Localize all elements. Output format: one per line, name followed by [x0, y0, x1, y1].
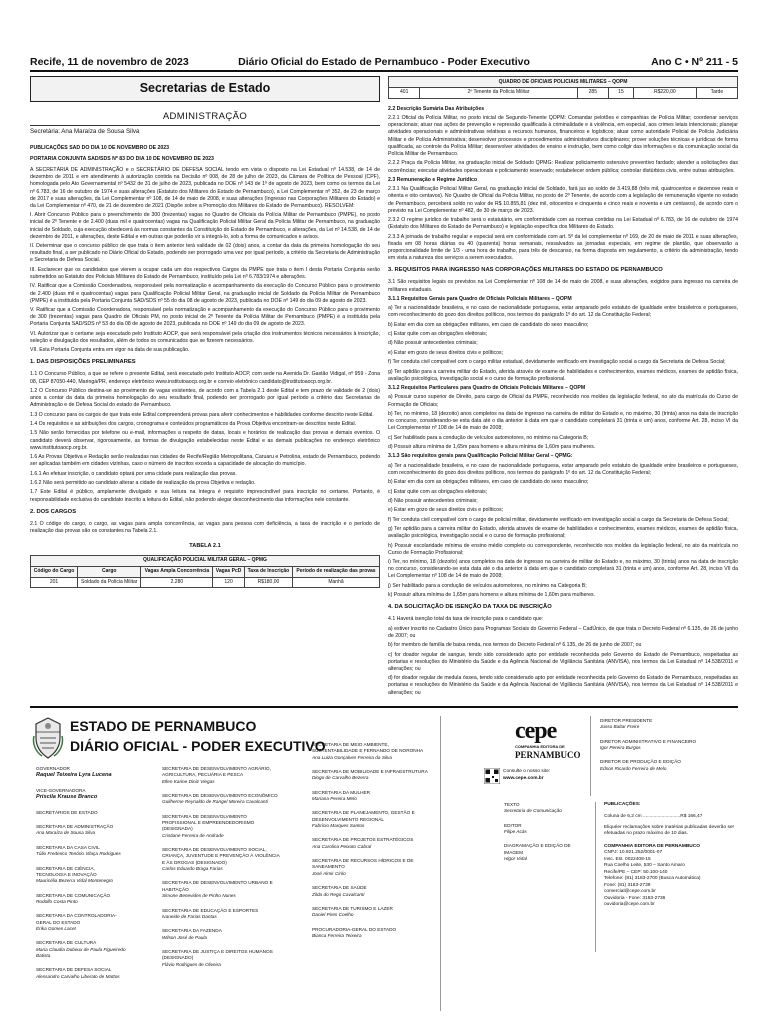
publications-title: PUBLICAÇÕES: — [604, 802, 641, 807]
official-name: Wilson José de Paula — [162, 934, 208, 940]
staff-name: Secretaria de Comunicação — [504, 808, 562, 814]
official-name: Flávio Rodrigues de Oliveira — [162, 961, 221, 967]
list-item: c) Estar quite com as obrigações eleitorais; — [388, 331, 488, 338]
table-cell: R$180,00 — [244, 577, 292, 588]
table-header: Vagas Ampla Concorrência — [141, 566, 213, 577]
footer-divider — [590, 716, 591, 796]
list-item: d) for doador regular de medula óssea, tendo sido considerado apto por entidade reconhecida pelo Governo do Estado de Pernambuco, respeitadas as portarias e resoluções do Ministério da Saúde e da Agência Nacional de Vigilância Sanitária (ANVISA), nos termos da Lei Estadual nº 14.538/2011 e alterações; ou — [388, 675, 738, 696]
subsection-heading: 3.1.2 Requisitos Particulares para Quadro de Oficiais Policiais Militares – QOPM — [388, 385, 586, 392]
staff-name: Higor Vidal — [504, 856, 527, 862]
cepe-wordmark: cepe — [515, 718, 557, 744]
table-cell: Tarde — [696, 87, 737, 98]
official-role: SECRETARIA DE DESENVOLVIMENTO PROFISSIONAL E EMPREENDEDORISMO (DESIGNADA) — [162, 813, 255, 832]
official-name: Bianca Ferreira Teixeira — [312, 932, 362, 938]
official-role: SECRETARIA DE CULTURA — [36, 940, 97, 946]
company-line: Rua Coelho Leite, 530 – Santo Amaro — [604, 863, 685, 869]
clause: 1.6 As Provas Objetiva e Redação serão realizadas nas cidades de Recife/Região Metropolitana, Caruaru e Petrolina, estado de Pernambuco, podendo ser aplicadas também em cidades vizinhas, caso o número de inscritos exceda a capacidade de alocação do município. — [30, 454, 380, 468]
official-role: SECRETARIA DE TURISMO E LAZER — [312, 905, 393, 911]
admin-rule — [30, 125, 380, 126]
list-item: k) Possuir altura mínima de 1,65m para homens e altura mínima de 1,60m para mulheres. — [388, 592, 596, 599]
official-role: SECRETARIA DE EDUCAÇÃO E ESPORTES — [162, 907, 259, 913]
table-caption: TABELA 2.1 — [189, 543, 221, 549]
official-name: Cristiane Ferreira de Andrade — [162, 832, 224, 838]
list-item: b) Ter, no mínimo, 18 (dezoito) anos completos na data de ingresso na carreira de militar do Estado e, no máximo, 30 (trinta) anos na data de inscrição no concurso, considerando-se esta data até o dia anterior à data em que o candidato completará 31 (trinta e um) anos, conforme Art. 28, inciso VI da Lei Complementar nº 108 de 14 de maio de 2008; — [388, 410, 738, 432]
company-title: COMPANHIA EDITORA DE PERNAMBUCO — [604, 843, 700, 849]
resolve-item: II. Determinar que o concurso público de que trata o item anterior terá validade de 02 (dois) anos, a contar da data da primeira homologação do seu resultado final, a ser publicado no Diário Oficial do Estado, podendo ser prorrogado uma vez por igual período, a critério da Secretaria de Administração e Secretaria de Defesa Social. — [30, 243, 380, 264]
official-name: Rodolfo Costa Pinto — [36, 898, 78, 904]
officials-column-1 — [36, 766, 126, 988]
company-line: Fone: (81) 3183-2739 — [604, 882, 651, 888]
table-title: QUADRO DE OFICIAIS POLICIAIS MILITARES – QOPM — [389, 77, 738, 88]
list-item: d) Não possuir antecedentes criminais; — [388, 498, 478, 504]
official-name: Zilda do Rego Cavalcanti — [312, 891, 365, 897]
staff-role: DIAGRAMAÇÃO E EDIÇÃO DE IMAGEM — [504, 843, 571, 855]
qr-code-icon — [484, 768, 500, 784]
subsection-heading: 2.3 Remuneração e Regime Jurídico — [388, 176, 478, 183]
official-role: SECRETARIA DE MOBILIDADE E INFRAESTRUTURA — [312, 769, 428, 775]
table-cell: 2º Tenente da Polícia Militar — [420, 87, 577, 98]
list-item: a) Ter a nacionalidade brasileira, e no caso de nacionalidade portuguesa, estar amparado pelo estatuto de igualdade entre brasileiros e portugueses, com reconhecimento do gozo dos direitos políticos, nos termos do parágrafo 1º do art. 12 da Constituição Federal; — [388, 462, 738, 476]
clause: 2.3.1 Na Qualificação Policial Militar Geral, na graduação inicial de Soldado, fará jus ao soldo de 3.419,88 (três mil, quatrocentos e dezenove reais e oitenta e oito centavos). No Quadro de Oficial da Polícia Militar, no posto de 2º Tenente, de acordo com a legislação de remuneração vigente no estado de Pernambuco, perceberá soldo no valor de R$ 10.855,81 (dez mil, oitocentos e cinquenta e cinco reais e noventa e um centavos), de acordo com o previsto na Lei Complementar nº 482, de 30 de março de 2023. — [388, 186, 738, 214]
official-name: Ellen Karine Diniz Viegas — [162, 778, 215, 784]
clause: 1.1 O Concurso Público, a que se refere o presente Edital, será executado pelo Instituto AOCP, com sede na Avenida Dr. Gastão Vidigal, nº 959 - Zona 08, CEP 87050-440, Maringá/PR, endereço eletrônico www.institutoaocp.org.br e correio eletrônico candidato@institutoaocp.org.br. — [30, 371, 380, 385]
clause: 1.3 O concurso para os cargos de que trata este Edital compreenderá provas para aferir conhecimentos e habilidades conforme descrito neste Edital. — [30, 411, 374, 418]
official-role: SECRETARIA DE COMUNICAÇÃO — [36, 892, 111, 898]
clause: 1.7 Este Edital é público, amplamente divulgado e sua leitura na íntegra é requisito imprescindível para inscrição no certame. Portanto, é responsabilidade exclusiva do candidato inscrito a leitura do Edital, não podendo alegar desconhecimento das informações nele constante. — [30, 489, 380, 503]
list-item: i) Ter, no mínimo, 18 (dezoito) anos completos na data de ingresso na carreira de militar do Estado e, no máximo, 30 (trinta) anos na data de inscrição no concurso, considerando-se esta data até o dia anterior à data em que o candidato completará 31 (trinta e um) anos, conforme Art. 28, inciso VII da Lei Complementar nº 108 de 14 de maio de 2008; — [388, 559, 738, 580]
running-head — [30, 52, 738, 68]
official-role: SECRETARIA DE PROJETOS ESTRATÉGICOS — [312, 837, 414, 843]
official-name: Simone Benevides de Pinho Nunes — [162, 893, 236, 899]
section-4-heading: 4. DA SOLICITAÇÃO DE ISENÇÃO DA TAXA DE INSCRIÇÃO — [388, 604, 552, 611]
issue-number: Ano C • Nº 211 - 5 — [651, 56, 738, 68]
list-item: b) Estar em dia com as obrigações militares, em caso de candidato do sexo masculino; — [388, 321, 589, 328]
official-role: SECRETARIA DE DESENVOLVIMENTO URBANO E HABITAÇÃO — [162, 880, 273, 892]
section-title: Secretarias de Estado — [30, 76, 380, 102]
resolve-item: I. Abrir Concurso Público para o preenchimento de 300 (trezentas) vagas no Quadro de Oficiais da Polícia Militar de Pernambuco (PMPE), no posto inicial de 2º Tenente e de 2.400 (duas mil e quatrocentas) vagas na Qualificação Policial Militar Geral da Polícia Militar de Pernambuco, na graduação inicial de Soldado, cuja execução obedecerá às normas constantes da Constituição do Estado de Pernambuco, e alterações, da Lei nº 14.538, de 14 de dezembro de 2011, e alterações, deste Edital e em outras que poderão vir a integrá-lo, sob a forma de comunicados e avisos. — [30, 212, 380, 240]
official-role: SECRETARIA DE DESENVOLVIMENTO ECONÔMICO — [162, 793, 278, 799]
table-row — [389, 87, 738, 98]
secretaria-line: Secretária: Ana Maraíza de Sousa Silva — [30, 128, 140, 136]
official-role: SECRETARIA DE JUSTIÇA E DIREITOS HUMANOS (DESIGNADO) — [162, 948, 273, 961]
official-name: Diogo de Carvalho Bezerra — [312, 775, 369, 781]
list-item: b) Estar em dia com as obrigações militares, em caso de candidato do sexo masculino; — [388, 479, 589, 486]
list-item: h) Possuir escolaridade mínima de ensino médio completo ou correspondente, reconhecido nos moldes da legislação federal, no ato da matrícula no Curso de Formação Profissional; — [388, 542, 738, 556]
official-role: GOVERNADOR — [36, 766, 70, 771]
official-name: Ivaneide de Farias Dantas — [162, 913, 217, 919]
list-item: d) Não possuir antecedentes criminais; — [388, 340, 478, 347]
list-item: e) Estar em gozo de seus direitos civis e políticos; — [388, 349, 504, 356]
staff-name: Filipe Acás — [504, 829, 527, 835]
official-name: Raquel Teixeira Lyra Lucena — [36, 772, 112, 779]
company-line: Telefone: (81) 3183-2700 (Busca Automática) — [604, 876, 701, 882]
official-role: SECRETARIA DE CIÊNCIA, TECNOLOGIA E INOVAÇÃO — [36, 865, 97, 877]
table-header: Período de realização das provas — [293, 566, 380, 577]
official-role: SECRETARIA DE PLANEJAMENTO, GESTÃO E DESENVOLVIMENTO REGIONAL — [312, 810, 415, 822]
masthead-gazette: DIÁRIO OFICIAL - PODER EXECUTIVO — [70, 738, 326, 754]
list-item: c) for doador regular de sangue, tendo sido considerado apto por entidade reconhecida pelo Governo do Estado de Pernambuco, respeitadas as portarias e resoluções do Ministério da Saúde e da Agência Nacional de Vigilância Sanitária (ANVISA), nos termos da Lei Estadual nº 14.538/2011 e alterações; ou — [388, 651, 738, 672]
section-1-heading: 1. DAS DISPOSIÇÕES PRELIMINARES — [30, 359, 136, 366]
company-line: Ouvidoria - Fone: 3183-2736 — [604, 895, 666, 901]
table-cell: Manhã — [293, 577, 380, 588]
admin-title: ADMINISTRAÇÃO — [162, 111, 248, 122]
official-name: Daniel Pires Coelho — [312, 912, 354, 918]
official-role: SECRETARIA DE DEFESA SOCIAL — [36, 967, 112, 973]
company-line: Insc. Est. 0022408-15 — [604, 856, 651, 862]
clause: 2.1 O código do cargo, o cargo, as vagas para ampla concorrência, as vagas para pessoa com deficiência, a taxa de inscrição e o período de realização das provas são os constantes na Tabela 2.1. — [30, 520, 380, 534]
subsection-heading: 3.1.1 Requisitos Gerais para Quadro de Oficiais Policiais Militares – QOPM — [388, 295, 572, 302]
official-role: SECRETARIA DE SAÚDE — [312, 885, 367, 891]
footer-rule — [30, 706, 738, 708]
clause: 2.2.2 Praça da Polícia Militar, na graduação inicial de Soldado QPMG: Realizar policiamento ostensivo preventivo fardado; atender a solicitações das ocorrências; executar atividades operacionais e policiamento reservado; restabelecer ordem pública; controlar distúrbios civis, entre outras atribuições. — [388, 160, 738, 174]
official-role: SECRETARIA DE RECURSOS HÍDRICOS E DE SANEAMENTO — [312, 858, 414, 870]
official-role: SECRETARIA DE ADMINISTRAÇÃO — [36, 824, 114, 830]
table-header: Código do Cargo — [31, 566, 78, 577]
official-name: Fabrício Marques Santos — [312, 823, 365, 829]
list-item: e) Estar em gozo de seus direitos civis e políticos; — [388, 507, 504, 514]
resolve-item: VI. Autorizar que o certame seja executado pelo Instituto AOCP, que será responsável pela criação dos instrumentos técnicos necessários à inscrição, seleção e divulgação dos resultados, além de todos os comunicados que se fizerem necessários. — [30, 330, 380, 344]
list-item: j) Ser habilitado para a condução de veículos automotores, no mínimo na Categoria B; — [388, 582, 587, 589]
official-role: SECRETARIA DA CASA CIVIL — [36, 844, 100, 850]
official-role: PROCURADORIA-GERAL DO ESTADO — [312, 926, 397, 932]
company-line: Recife/PE – CEP: 50.100-140 — [604, 869, 668, 875]
director-name: Edson Ricardo Ferreira de Melo — [600, 765, 667, 771]
official-name: Mauricélia Bezerra Vidal Montenegro — [36, 878, 114, 884]
table-cell: 120 — [213, 577, 245, 588]
table-title: QUALIFICAÇÃO POLICIAL MILITAR GERAL – QPMG — [31, 555, 380, 566]
officials-column-3 — [312, 742, 430, 947]
subsection-heading: 3.1.3 São requisitos gerais para Qualificação Policial Militar Geral – QPMG: — [388, 453, 573, 460]
table-row — [31, 577, 380, 588]
clause: 3.1 São requisitos legais os previstos na Lei Complementar nº 108 de 14 de maio de 2008, e suas alterações, exigidos para ingresso na carreira de militares estaduais. — [388, 279, 738, 293]
footer-divider — [440, 716, 441, 1011]
official-role: SECRETARIA DE DESENVOLVIMENTO AGRÁRIO, AGRICULTURA, PECUÁRIA E PESCA — [162, 766, 271, 778]
qpmg-table — [30, 555, 380, 589]
table-cell: 2.280 — [141, 577, 213, 588]
resolve-item: V. Ratificar que a Comissão Coordenadora, responsável pela normatização e acompanhamento da execução do Concurso Público para o provimento de 300 (trezentas) vagas para Quadro de Oficiais PM, no posto inicial de 2º Tenente da Polícia Militar de Pernambuco (PMPE) é a instituída pela Portaria Conjunta SAD/SDS nº 53 do dia 08 de agosto de 2023, publicada no DOE nº 149 do dia 09 de agosto de 2023. — [30, 307, 380, 328]
complaints-line: Eliquéer reclamações sobre matérias publicadas deverão ser efetuadas no prazo máximo de 10 dias. — [604, 824, 735, 837]
publications-heading: PUBLICAÇÕES SAD DO DIA 10 DE NOVEMBRO DE 2023 — [30, 144, 170, 151]
subsection-heading: 2.2 Descrição Sumária Das Atribuições — [388, 105, 485, 112]
official-name: Ana Carolina Peixoto Cabral — [312, 843, 372, 849]
portaria-intro: A SECRETÁRIA DE ADMINISTRAÇÃO e o SECRETÁRIO DE DEFESA SOCIAL tendo em vista o disposto na Lei Estadual nº 14.538, de 14 de dezembro de 2011 e em atendimento à autorização contida na Decisão nº 008, de 28 de julho de 2023, da Câmara de Política de Pessoal (CPF), homologada pelo Ato Governamental nº 5432 de 31 de julho de 2023, publicada no DOE nº 143 de 1º de agosto de 2023, bem como os termos da Lei nº 6.783, de 16 de outubro de 1974 e suas alterações (Estatuto dos Militares do Estado de Pernambuco), a Lei Complementar nº 352, de 23 de março de 2017 e suas alterações, da Lei Complementar nº 108, de 14 de maio de 2008, e suas alterações (Ingresso nas Corporações Militares do Estado) e da Lei Complementar nº 470, de 21 de dezembro de 2021 (Dispõe sobre a Promoção dos Militares do Estado de Pernambuco). RESOLVEM: — [30, 167, 380, 209]
table-cell: 285 — [577, 87, 608, 98]
site-link[interactable]: www.cepe.com.br — [503, 776, 544, 782]
editorial-staff — [504, 802, 584, 870]
issue-date: Recife, 11 de novembro de 2023 — [30, 56, 189, 68]
list-item: f) Ter conduta civil compatível com o cargo militar estadual, devidamente verificado em investigação social a cargo da Secretaria de Defesa Social; — [388, 359, 726, 366]
table-header: Taxa de Inscrição — [244, 566, 292, 577]
clause: 1.6.1 Ao efetuar inscrição, o candidato optará por uma cidade para realização das provas. — [30, 470, 237, 477]
clause: 4.1 Haverá isenção total da taxa de inscrição para o candidato que: — [388, 616, 544, 623]
ombudsman-email[interactable]: ouvidoria@cepe.com.br — [604, 902, 655, 908]
list-item: a) Possuir curso superior de Direito, para cargo de Oficial da PMPE, reconhecido nos moldes da legislação federal, no ato da matrícula do Curso de Formação de Oficiais; — [388, 394, 738, 408]
official-role: SECRETARIA DA CONTROLADORIA-GERAL DO ESTADO — [36, 913, 117, 925]
list-item: c) Estar quite com as obrigações eleitorais; — [388, 488, 488, 495]
left-column — [30, 76, 380, 588]
staff-role: EDITOR — [504, 822, 522, 828]
list-item: c) Ser habilitado para a condução de veículos automotores, no mínimo na Categoria B; — [388, 434, 589, 441]
official-name: Túlio Frederico Tenório Vilaça Rodrigues — [36, 851, 121, 857]
right-column — [388, 76, 738, 699]
official-name: Alessandro Carvalho Liberato de Mattos — [36, 973, 120, 979]
official-role: SECRETARIA DA FAZENDA — [162, 928, 222, 934]
official-name: Ana Luiza Gonçalves Ferreira da Silva — [312, 754, 392, 760]
price-line: Coluna de 6,2 cm ............................R$ 166,47 — [604, 814, 703, 820]
list-item: a) estiver inscrito no Cadastro Único para Programas Sociais do Governo Federal – CadÚnico, de que trata o Decreto Federal nº 6.135, de 26 de junho de 2007; ou — [388, 625, 738, 639]
official-name: Carlos Eduardo Braga Farias — [162, 866, 223, 872]
list-item: g) Ter aptidão para a carreira militar do Estado, aferida através de exame de habilidades e conhecimentos, exames médicos, exames de aptidão física, avaliação psicológica, investigação social e o curso de formação profissional; — [388, 526, 738, 540]
director-name: Jusso Baltar Freire — [600, 724, 640, 730]
section-2-heading: 2. DOS CARGOS — [30, 508, 77, 515]
table-cell: 201 — [31, 577, 78, 588]
table-cell: R$220,00 — [633, 87, 696, 98]
cepe-subtitle: COMPANHIA EDITORA DE — [515, 744, 565, 749]
gazette-name: Diário Oficial do Estado de Pernambuco - Poder Executivo — [238, 56, 530, 68]
staff-role: TEXTO — [504, 802, 520, 807]
director-role: DIRETOR DE PRODUÇÃO E EDIÇÃO — [600, 759, 681, 765]
state-crest-icon — [32, 716, 64, 760]
qopm-table — [388, 76, 738, 99]
officials-column-2 — [162, 766, 282, 976]
portaria-heading: PORTARIA CONJUNTA SAD/SDS Nº 83 DO DIA 10 DE NOVEMBRO DE 2023 — [30, 155, 214, 162]
official-role: SECRETARIA DA MULHER — [312, 789, 370, 795]
official-name: Maria Claudia Dubeux de Paula Figueiredo Batista — [36, 946, 126, 958]
table-cell: Soldado da Polícia Militar — [78, 577, 141, 588]
official-name: Ana Maraíza de Sousa Silva — [36, 830, 96, 836]
masthead-state: ESTADO DE PERNAMBUCO — [70, 718, 257, 734]
masthead-footer — [0, 706, 768, 1024]
table-header: Cargo — [78, 566, 141, 577]
table-header: Vagas PcD — [213, 566, 245, 577]
clause: 2.3.2 O regime jurídico de trabalho será o estatutário, em conformidade com as normas contidas na Lei Estadual nº 6.783, de 16 de outubro de 1974 (Estatuto dos Militares do Estado de Pernambuco) e legislação específica dos Militares do Estado. — [388, 217, 738, 231]
site-block — [503, 768, 550, 782]
table-cell: 401 — [389, 87, 420, 98]
resolve-item: VII. Esta Portaria Conjunta entra em vigor na data de sua publicação. — [30, 347, 190, 354]
clause: 2.2.1 Oficial da Polícia Militar, no posto inicial de Segundo-Tenente QOPM: Comandar pelotões e companhias de Polícia Militar; coordenar serviços operacionais; atuar nas ações de prevenção e repressão qualificada à criminalidade e à violência, em especial, aos crimes letais intencionais; planejar atividades operacionais e administrativas relativas a recursos humanos, financeiros e logísticos; atuar como autoridade Policial de Polícia Judiciária Militar e de Polícia Administrativa; desenvolver processos e procedimentos administrativos disciplinares; prover soluções técnicas e jurídicas de forma qualificada, ao controle da Polícia Militar; desenvolver atividades de ensino e instrução, bem como coligir das informações e da comunicação social da Polícia Militar de Pernambuco. — [388, 115, 738, 157]
clause: 2.3.3 A jornada de trabalho regular e especial será em conformidade com art. 5º da lei complementar nº 169, de 20 de maio de 2011 e suas alterações, fixada em 08 horas diárias ou 40 (quarenta) horas semanais, ressalvados as jornadas especiais, em regime de plantão, que observarão a proporcionalidade limite de 1/3 - uma hora de trabalho, para três de descanso, na forma disposta em regulamento, a critério da administração, tendo em vista a natureza dos serviços a serem executados. — [388, 233, 738, 262]
official-name: José Almir Cirilo — [312, 870, 346, 876]
list-item: g) Ter aptidão para a carreira militar do Estado, aferida através de exame de habilidades e conhecimentos, exames médicos, exames de aptidão física, avaliação psicológica, investigação social e o curso de formação profissional. — [388, 368, 738, 382]
company-line: CNPJ: 10.921.252/0001-07 — [604, 850, 663, 856]
publications-info — [604, 802, 736, 909]
header-rule — [30, 70, 738, 72]
official-name: Priscila Krause Branco — [36, 794, 98, 801]
director-role: DIRETOR ADMINISTRATIVO E FINANCEIRO — [600, 738, 697, 744]
cepe-logo — [515, 718, 585, 760]
resolve-item: III. Esclarecer que os candidatos que vierem a ocupar cada um dos respectivos Cargos da PMPE que trata o item I desta Portaria Conjunta serão submetidos ao Estatuto dos Policiais Militares do Estado de Pernambuco, instituído pela Lei nº 6.783/1974 e alterações. — [30, 266, 380, 280]
clause: 1.4 Os requisitos e as atribuições dos cargos, cronograma e conteúdos programáticos da Prova Objetiva encontram-se descritos neste Edital. — [30, 421, 357, 428]
list-item: b) for membro de família de baixa renda, nos termos do Decreto Federal nº 6.135, de 26 de junho de 2007; ou — [388, 642, 642, 649]
resolve-item: IV. Ratificar que a Comissão Coordenadora, responsável pela normatização e acompanhamento da execução do Concurso Público para o provimento de 2.400 (duas mil e quatrocentas) vagas para Qualificação Policial Militar Geral, na graduação inicial de Soldado da Polícia Militar de Pernambuco (PMPE) é a instituída pela Portaria Conjunta SAD/SDS nº 55 do dia 08 de agosto de 2023, publicada no DOE nº 149 do dia 09 de agosto de 2023. — [30, 283, 380, 304]
official-role: VICE-GOVERNADORA — [36, 787, 86, 793]
clause: 1.6.2 Não será permitido ao candidato alterar a cidade de realização da prova Objetiva e redação. — [30, 479, 256, 486]
clause: 1.5 Não serão fornecidas por telefone ou e-mail, informações a respeito de datas, locais e horários de realização das provas e demais eventos. O candidato deverá observar, rigorosamente, as formas de divulgação estabelecidas neste Edital e as demais publicações no endereço eletrônico www.institutoaocp.org.br. — [30, 430, 380, 451]
footer-divider — [595, 802, 596, 952]
cepe-directors — [600, 718, 740, 780]
official-name: Érika Gomes Lacet — [36, 925, 76, 931]
list-item: d) Possuir altura mínima de 1,65m para homens e altura mínima de 1,60m para mulheres. — [388, 444, 596, 451]
official-name: Guilherme Reynaldo de Rangel Moreira Cavalcanti — [162, 799, 268, 805]
list-item: f) Ter conduta civil compatível com o cargo de policial militar, devidamente verificado em investigação social a cargo da Secretaria de Defesa Social; — [388, 516, 729, 523]
site-label: Consulte o nosso site: — [503, 769, 551, 774]
official-name: Mariana Pereira Melo — [312, 796, 357, 802]
company-email[interactable]: comercial@cepe.com.br — [604, 889, 656, 895]
director-role: DIRETOR PRESIDENTE — [600, 718, 653, 723]
section-3-heading: 3. REQUISITOS PARA INGRESSO NAS CORPORAÇÕES MILITARES DO ESTADO DE PERNAMBUCO — [388, 267, 663, 274]
official-role: SECRETÁRIOS DE ESTADO — [36, 809, 98, 815]
table-cell: 15 — [609, 87, 634, 98]
official-role: SECRETARIA DE MEIO AMBIENTE, SUSTENTABILIDADE E FERNANDO DE NORONHA — [312, 742, 424, 754]
official-role: SECRETARIA DE DESENVOLVIMENTO SOCIAL, CRIANÇA, JUVENTUDE E PREVENÇÃO À VIOLÊNCIA E ÀS DROGAS (DESIGNADO) — [162, 847, 280, 865]
clause: 1.2 O Concurso Público destina-se ao provimento de vagas existentes, de acordo com a Tabela 2.1 deste Edital e tem prazo de validade de 2 (dois) anos a contar da data da primeira homologação do seu resultado final, podendo ser prorrogado por igual período a critério das Secretarias de Administração e de Defesa Social do estado de Pernambuco. — [30, 387, 380, 409]
director-name: Igor Pereira Burgos — [600, 745, 641, 751]
cepe-state: PERNAMBUCO — [515, 749, 581, 760]
list-item: a) Ter a nacionalidade brasileira, e no caso de nacionalidade portuguesa, estar amparado pelo estatuto de igualdade entre brasileiros e portugueses, com reconhecimento do gozo dos direitos políticos, nos termos do parágrafo 1º do art. 12 da Constituição Federal; — [388, 305, 738, 319]
